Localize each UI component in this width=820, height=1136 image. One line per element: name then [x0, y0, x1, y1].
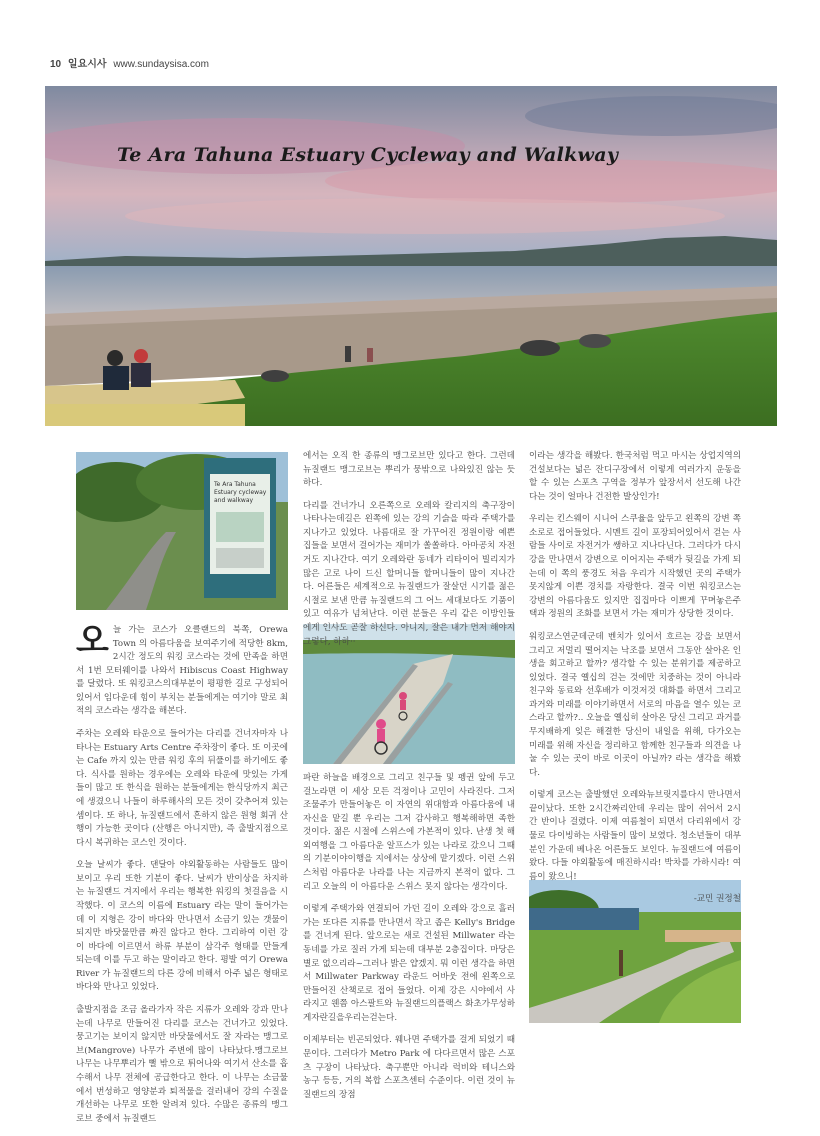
hero-title: Te Ara Tahuna Estuary Cycleway and Walkway — [117, 144, 619, 166]
paragraph: 다리를 건너가니 오른쪽으로 오레와 칼리지의 축구장이 나타나는데길은 왼쪽에 있는 강의 기슭을 따라 주택가를 지나가고 있었다. 나름대로 잘 가꾸어진 정원이랑 예쁜 집들을 보면서 걸어가는 재미가 쏠쏠하다. 아마공치 자전거도 지나간다. 여기 오레와란 동네가 리타이어 빌리지가 많은 고로 나이 드신 할머니들 할머니들이 많이 지나간다. 어른들은 세계적으로 뉴질랜드가 잘살던 시기를 젊은시절로 보낸 만큼 뉴질랜드의 그 어느 세대보다도 기품이 있고 여유가 넘쳐난다. 이런 분들은 우리 같은 이방인들에게 인사도 곧잘 하신다. 아니지, 잘은 내가 먼저 해야지 그렇다, 하하·· — [303, 500, 515, 647]
article-column-2-bottom — [303, 772, 515, 1111]
paragraph: 이렇게 코스는 출발했던 오레와뉴브릿지를다시 만나면서 끝이났다. 또한 2시간짜리안데 우리는 많이 쉬어서 2시간 반이나 걸렸다. 이제 여름철이 되면서 다리위에서 강물로 다이빙하는 사람들이 많이 보였다. 청소년들이 대부분인 가운데 베나온 어른들도 보인다. 뉴질랜드에 여름이 왔다. 다들 야외활동에 매진하시라! 박차를 가하시라! 여름이 왔으니! — [529, 790, 741, 882]
publication-url: www.sundaysisa.com — [113, 59, 209, 70]
paragraph: 오늘 가는 코스가 오클랜드의 북쪽, Orewa Town 의 아름다움을 보여주기에 적당한 8km, 2시간 정도의 워킹 코스라는 것에 만족을 하면서 1번 모터웨이를 나와서 Hibiscus Coast Highway 를 달렸다. 또 워킹코스의대부분이 평평한 길로 구성되어 있어서 임다운데 힘이 부치는 분들에게는 여기야 말로 최적의 코스라는 생각을 해본다. — [76, 621, 288, 717]
paragraph: 우리는 킨스웨이 시니어 스쿠율을 앞두고 왼쪽의 강변 쪽 소로로 접어들었다. 시멘트 길이 포장되어있어서 걷는 사람들 사이로 자전거가 쌩하고 지나다닌다. 그러다가 다시 강을 만나면서 강변으로 이어지는 주택가 뒷길을 가게 되는데 이 쪽의 풍경도 처음 우리가 시작했던 곳의 주택가 못지않게 이쁜 경치를 자랑한다. 결국 이번 워킹코스는 강변의 아름다움도 있지만 집집마다 이쁘게 꾸며놓은주택과 정원의 조화를 보면서 가는 재미가 상당한 것이다. — [529, 514, 741, 620]
page-header — [50, 55, 209, 70]
paragraph: 주차는 오레와 타운으로 들어가는 다리를 건너자마자 나타나는 Estuary Arts Centre 주차장이 좋다. 또 이곳에는 Cafe 까지 있는 만큼 워킹 후의 뒤풀이를 하기에도 좋다. 식사를 원하는 경우에는 오레와 타운에 맛있는 가게들이 많고 또 한식을 원하는 분들에게는 한식당까지 최근에 생겼으니 나들이 하루해사의 모든 것이 갖추어져 있는 셈이다. 또 하나, 뉴질랜드에서 흔하지 않은 원형 회귀 산행이 가능한 곳이다 (산행은 아니지만), 즉 출발지점으로 다시 복귀하는 코스인 것이다. — [76, 729, 288, 848]
page-number: 10 — [50, 59, 62, 70]
sign-line-1: Te Ara Tahuna — [214, 481, 256, 488]
paragraph: 이렇게 주택가와 연결되어 가던 길이 오레와 강으로 흘러가는 또다른 지류를 만나면서 작고 좁은 Kelly's Bridge 를 건너게 된다. 앞으로는 새로 건설된 Millwater 라는 동네를 가로 질러 가게 되는데 대부분 2층집이다. 마당은 별로 없으리라~그러나 밝은 얍겠지. 뭐 이런 생각을 하면서 Millwater Parkway 라운드 어바웃 전에 왼쪽으로 만들어진 산책로로 접어 들었다. 이제 강은 시야에서 사라지고 웬쯤 아스팔트와 뉴질랜드의플랙스 화초가무성하게자란길을우리는걷는다. — [303, 904, 515, 1023]
sign-photo — [76, 452, 288, 610]
drop-cap: 오 — [76, 621, 109, 661]
paragraph: 이라는 생각을 해봤다. 한국처럼 먹고 마시는 상업지역의 건설보다는 넓은 잔디구장에서 이렇게 여러가지 운동을 할 수 있는 스포츠 구역을 정부가 앞장서서 선도해 나간다는 것이 얼마나 건전한 발상인가! — [529, 451, 741, 502]
author-signature: -교민 권정철 — [693, 894, 741, 905]
article-column-3 — [529, 450, 741, 916]
paragraph: 이제부터는 빈곤되었다. 웨나면 주택가를 걸게 되었기 때문이다. 그러다가 Metro Park 에 다다르면서 많은 스포츠 구장이 나타났다. 축구뿐만 아니라 럭비와 테니스와 농구 등등, 거의 복합 스포츠센터 수준이다. 이런 것이 뉴질랜드의 장점 — [303, 1035, 515, 1100]
paragraph: 오늘 날씨가 좋다. 댄달아 야외활동하는 사람들도 많이 보이고 우리 또한 기분이 좋다. 날씨가 반이상을 차지하는 뉴질랜드 겨지에서 우리는 행복한 워킹의 첫걸음을 시작했다. 이 코스의 이름에 Estuary 라는 말이 들어가는데 이 지형은 강이 바다와 만나면서 소금기 있는 갯물이 되지만 바닷물만큼 짜진 않다고 한다. 그리하여 이런 강이 바다에 이르면서 하류 부분이 삼각주 형태를 만들게 되는데 이를 두고 하는 말이라고 한다. 평발 여기 Orewa River 가 뉴질랜드의 다른 강에 비해서 아주 넓은 형태로 바다와 만나고 있었다. — [76, 860, 288, 993]
hero-photo — [45, 86, 777, 426]
article-column-1 — [76, 621, 288, 1135]
paragraph: 에서는 오직 한 종류의 맹그로브만 있다고 한다. 그런데 뉴질랜드 맹그로브는 뿌리가 뭉밖으로 나와있진 않는 듯하다. — [303, 451, 515, 489]
paragraph: 워킹코스연군데군데 벤치가 있어서 흐르는 강을 보면서 그리고 저멀리 떨어지는 낙조를 보면서 그동안 살아온 인생을 회고하고 할까? 생각할 수 있는 분위기를 제공하고 있었다. 결국 옐십의 걷는 것에만 치중하는 것이 아니라 친구와 동료와 선후배가 이것저것 대화를 하면서 그리고 과거와 미래를 이야기하면서 서로의 마음을 열수 있는 코스라고 할까?.. 오늘을 옐십히 살아온 당신 그리고 과거를 무지배하게 잊은 해결한 당신이 내일을 위해, 다가오는 미래를 위해 자신을 정리하고 함께한 친구들과 의견을 나눌 수 있는 곳이 바로 이곳이 아닐까? 라는 생각을 해봤다. — [529, 631, 741, 778]
article-column-2-top — [303, 450, 515, 658]
sign-line-3: and walkway — [214, 497, 254, 504]
publication-name: 일요시사 — [67, 59, 107, 70]
paragraph: 출발지점을 조금 올라가자 작은 지류가 오레와 강과 만나는데 나무로 만들어진 다리를 코스는 건너가고 있었다. 뭉고기는 보이지 않지만 바닷물에서도 잘 자라는 맹그로브(Mangrove) 나무가 주변에 많이 나타났다.맹그로브 나무는 나무뿌리가 뻘 밖으로 튀어나와 여기서 산소를 흡수해서 나무 전체에 공급한다고 한다. 이 나무는 소금물에서 번성하고 영양분과 퇴적물을 걸러내어 강의 수질을 개선하는 나무로 또한 알려져 있다. 수많은 종류의 맹그로브 중에서 뉴질랜드 — [76, 1005, 288, 1124]
paragraph: 파란 하늘을 배경으로 그리고 친구들 및 펭귄 앞에 두고 걸노라면 이 세상 모든 걱정이나 고민이 사라진다. 그저 조물주가 만들어놓은 이 자연의 위대함과 아름다움에 내 자신을 맡길 뿐 우리는 그저 감사하고 행복해하면 족한 것이다. 젊은 시절에 스위스에 가본적이 있다. 난생 첫 해외여행을 그 아름다운 알프스가 있는 나라로 갔으니 그때의 기분이야이행을 지에서는 상상에 맡기겠다. 이런 스위스처럼 아름다운 나라를 나는 지금까지 본적이 없다. 그리고 오늘의 이 아름다운 스위스 못지 않다는 생각이다. — [303, 773, 515, 892]
sign-line-2: Estuary cycleway — [214, 489, 267, 496]
